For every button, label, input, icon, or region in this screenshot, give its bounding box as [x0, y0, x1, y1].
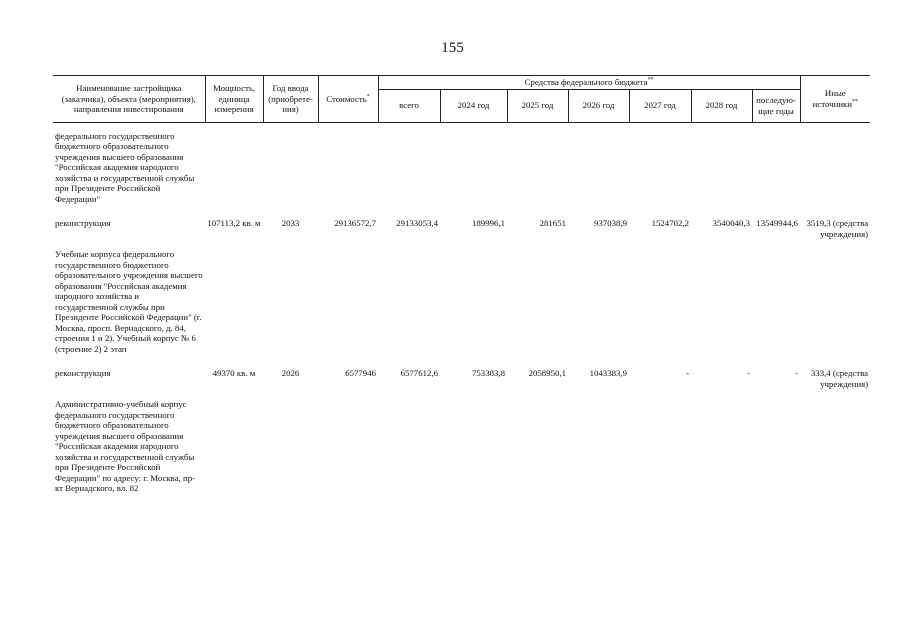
value-2025: 281651	[539, 218, 566, 228]
header-2025: 2025 год	[507, 89, 568, 122]
value-later: -	[795, 368, 799, 378]
page-number: 155	[441, 40, 464, 56]
value-2025: 2058950,1	[528, 368, 566, 378]
header-year: Год ввода (приобрете-ния)	[263, 76, 318, 123]
value-2026: 937038,9	[594, 218, 627, 228]
value-2028: 3540040,3	[712, 218, 750, 228]
year-value: 2033	[281, 218, 300, 228]
table-row	[53, 249, 870, 368]
capacity-value: 107113,2 кв. м	[207, 218, 261, 228]
table-row	[53, 131, 870, 219]
other-sources-value: 3519,3 (средства учреждения)	[806, 218, 869, 239]
table-row	[53, 218, 870, 249]
total-value: 6577612,6	[400, 368, 438, 378]
header-2028: 2028 год	[691, 89, 752, 122]
header-later: последую-щие годы	[752, 89, 800, 122]
object-name: федерального государственного бюджетного образовательного учреждения высшего образования "Российская академия народного хозяйства и государственной службы при Президенте Российской Федерации"	[55, 130, 195, 204]
header-2024: 2024 год	[440, 89, 507, 122]
total-value: 29133053,4	[396, 218, 438, 228]
other-sources-value: 333,4 (средства учреждения)	[810, 368, 869, 389]
year-value: 2026	[281, 368, 300, 378]
value-later: 13549944,6	[756, 218, 799, 228]
header-cost: Стоимость*	[318, 76, 378, 123]
header-2027: 2027 год	[629, 89, 691, 122]
table-row	[53, 368, 870, 399]
value-2027: 1524702,2	[651, 218, 689, 228]
investment-direction: реконструкция	[55, 368, 111, 378]
table-row	[53, 399, 870, 494]
value-2027: -	[686, 368, 689, 378]
value-2026: 1043383,9	[589, 368, 627, 378]
header-capacity: Мощность, единица измерения	[205, 76, 263, 123]
header-name: Наименование застройщика (заказчика), объекта (мероприятия), направления инвестирования	[53, 76, 205, 123]
object-name: Учебные корпуса федерального государственного бюджетного образовательного учреждения высшего образования "Российская академия народного хозяйства и государственной службы при Президенте Российской Федерации" (г. Москва, просп. Вернадского, д. 84, строения 1 и 2). Учебный корпус № 6 (строение 2) 2 этап	[55, 249, 203, 354]
federal-budget-table	[53, 75, 870, 494]
capacity-value: 49370 кв. м	[212, 368, 256, 378]
header-federal: Средства федерального бюджета**	[378, 76, 800, 90]
header-other: Иные источники**	[800, 76, 870, 123]
header-2026: 2026 год	[568, 89, 629, 122]
value-2024: 189996,1	[472, 218, 505, 228]
header-total: всего	[378, 89, 440, 122]
value-2024: 753383,8	[472, 368, 505, 378]
cost-value: 6577946	[345, 368, 376, 378]
object-name: Административно-учебный корпус федерального государственного бюджетного образовательного учреждения высшего образования "Российская академия народного хозяйства и государственной службы при Президенте Российской Федерации" по адресу: г. Москва, пр-кт Вернадского, вл. 82	[55, 399, 196, 493]
cost-value: 29136572,7	[334, 218, 376, 228]
investment-direction: реконструкция	[55, 218, 111, 228]
value-2028: -	[747, 368, 750, 378]
